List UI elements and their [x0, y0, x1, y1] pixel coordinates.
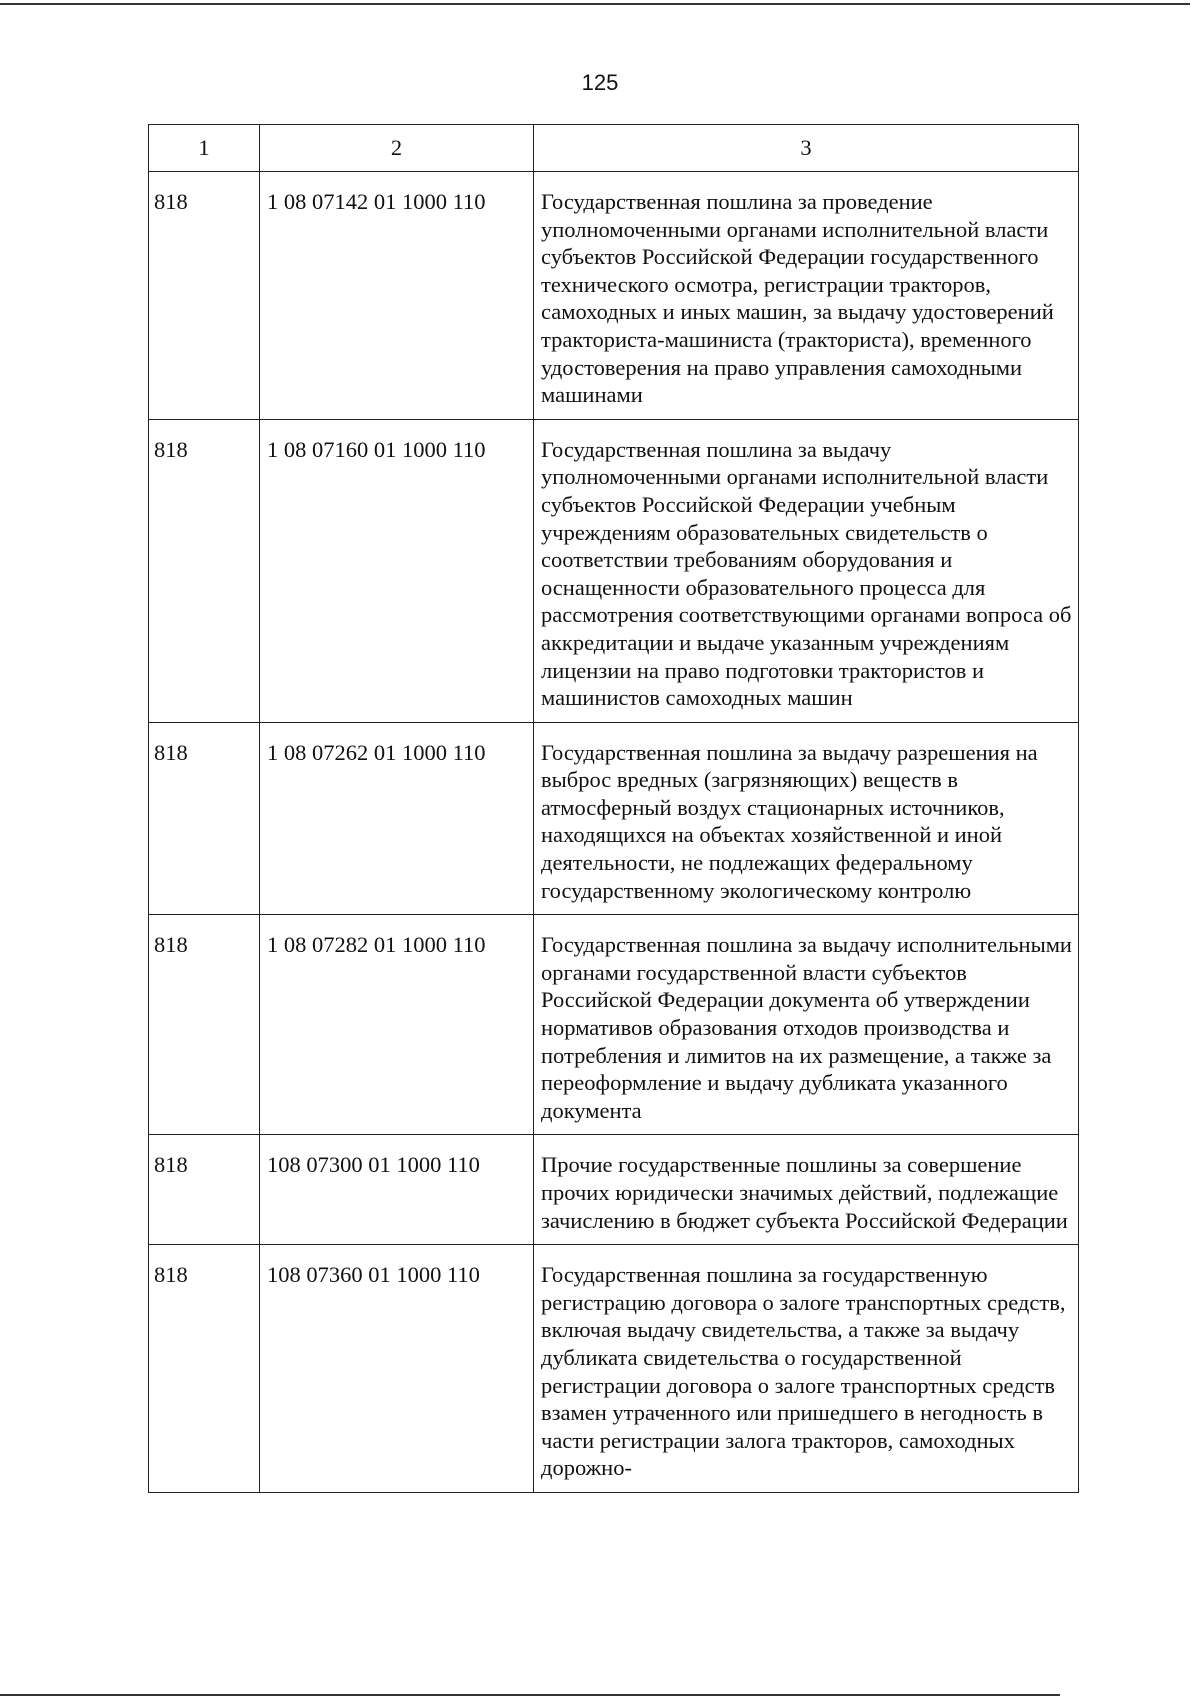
- table-row: [149, 419, 1079, 722]
- table-row: [149, 1245, 1079, 1493]
- admin-code-cell: 818: [149, 915, 260, 1135]
- admin-code-cell: 818: [149, 419, 260, 722]
- column-header-2: 2: [260, 125, 534, 172]
- table-row: [149, 915, 1079, 1135]
- budget-code-cell: 1 08 07262 01 1000 110: [260, 722, 534, 915]
- description-cell: Государственная пошлина за выдачу уполномоченными органами исполнительной власти субъектов Российской Федерации учебным учреждениям образовательных свидетельств о соответствии требованиям оборудования и оснащенности образовательного процесса для рассмотрения соответствующими органами вопроса об аккредитации и выдаче указанным учреждениям лицензии на право подготовки трактористов и машинистов самоходных машин: [534, 419, 1079, 722]
- budget-code-cell: 108 07300 01 1000 110: [260, 1135, 534, 1245]
- column-header-3: 3: [534, 125, 1079, 172]
- budget-code-cell: 1 08 07160 01 1000 110: [260, 419, 534, 722]
- table-row: [149, 722, 1079, 915]
- table-row: [149, 172, 1079, 420]
- description-cell: Государственная пошлина за выдачу разрешения на выброс вредных (загрязняющих) веществ в атмосферный воздух стационарных источников, находящихся на объектах хозяйственной и иной деятельности, не подлежащих федеральному государственному экологическому контролю: [534, 722, 1079, 915]
- page-number: 125: [581, 70, 619, 95]
- column-header-1: 1: [149, 125, 260, 172]
- admin-code-cell: 818: [149, 172, 260, 420]
- scan-bottom-rule: [0, 1694, 1060, 1696]
- description-cell: Государственная пошлина за проведение уполномоченными органами исполнительной власти субъектов Российской Федерации государственного технического осмотра, регистрации тракторов, самоходных и иных машин, за выдачу удостоверений тракториста-машиниста (тракториста), временного удостоверения на право управления самоходными машинами: [534, 172, 1079, 420]
- budget-code-cell: 108 07360 01 1000 110: [260, 1245, 534, 1493]
- scan-top-rule: [0, 3, 1190, 5]
- budget-code-cell: 1 08 07142 01 1000 110: [260, 172, 534, 420]
- revenue-codes-table: [148, 124, 1079, 1493]
- description-cell: Прочие государственные пошлины за совершение прочих юридически значимых действий, подлежащие зачислению в бюджет субъекта Российской Федерации: [534, 1135, 1079, 1245]
- budget-code-cell: 1 08 07282 01 1000 110: [260, 915, 534, 1135]
- table-row: [149, 1135, 1079, 1245]
- table-header-row: [149, 125, 1079, 172]
- description-cell: Государственная пошлина за выдачу исполнительными органами государственной власти субъектов Российской Федерации документа об утверждении нормативов образования отходов производства и потребления и лимитов на их размещение, а также за переоформление и выдачу дубликата указанного документа: [534, 915, 1079, 1135]
- description-cell: Государственная пошлина за государственную регистрацию договора о залоге транспортных средств, включая выдачу свидетельства, а также за выдачу дубликата свидетельства о государственной регистрации договора о залоге транспортных средств взамен утраченного или пришедшего в негодность в части регистрации залога тракторов, самоходных дорожно-: [534, 1245, 1079, 1493]
- admin-code-cell: 818: [149, 1135, 260, 1245]
- admin-code-cell: 818: [149, 1245, 260, 1493]
- admin-code-cell: 818: [149, 722, 260, 915]
